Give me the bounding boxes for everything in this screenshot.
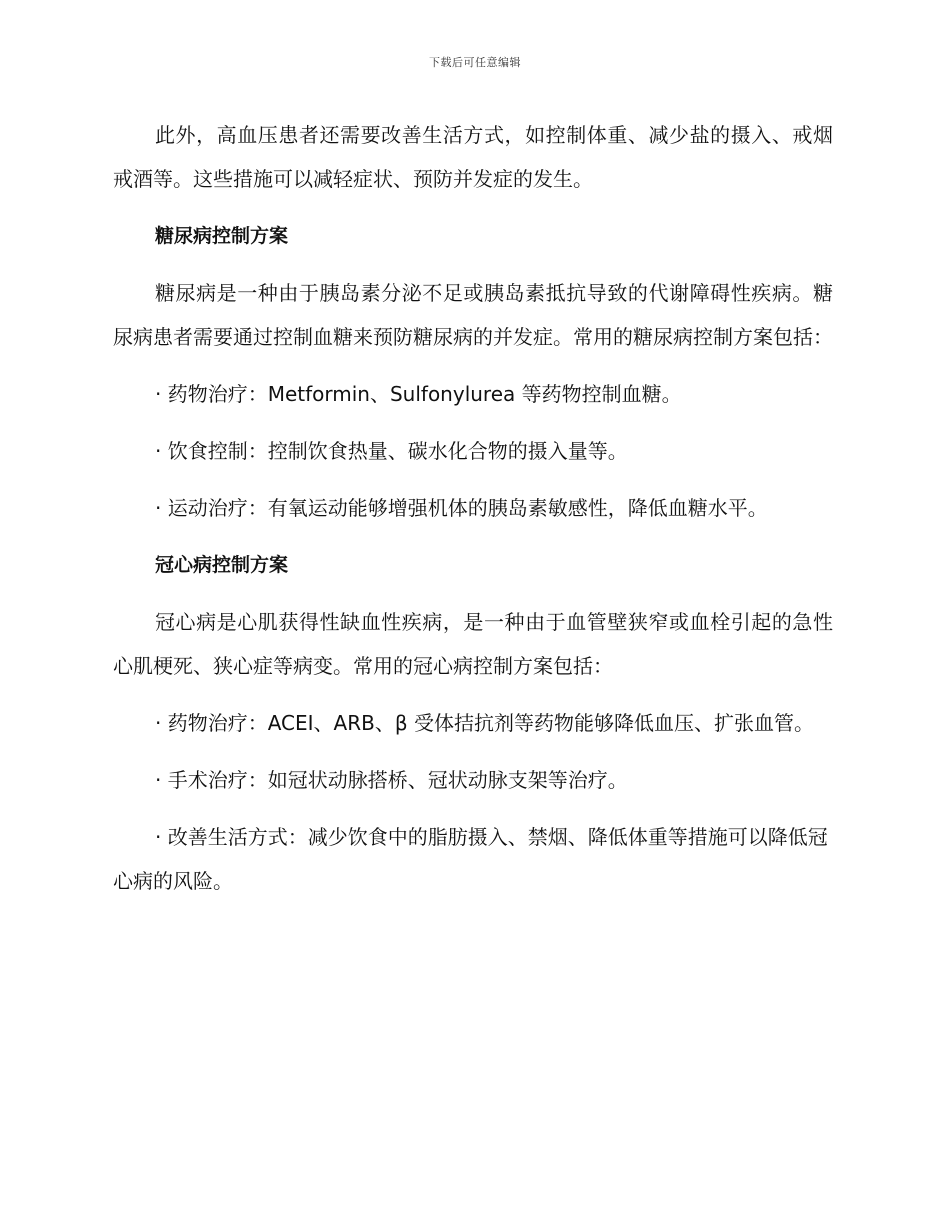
page-header: 下载后可任意编辑 [429,56,521,69]
intro-paragraph: 此外，高血压患者还需要改善生活方式，如控制体重、减少盐的摄入、戒烟戒酒等。这些措施可以减轻症状、预防并发症的发生。 [113,123,833,191]
diabetes-paragraph: 糖尿病是一种由于胰岛素分泌不足或胰岛素抵抗导致的代谢障碍性疾病。糖尿病患者需要通过控制血糖来预防糖尿病的并发症。常用的糖尿病控制方案包括： [113,281,833,349]
chd-heading: 冠心病控制方案 [155,554,289,576]
diabetes-heading: 糖尿病控制方案 [155,225,289,247]
diabetes-list-item: · 运动治疗：有氧运动能够增强机体的胰岛素敏感性，降低血糖水平。 [155,496,768,520]
chd-list-item: · 药物治疗：ACEI、ARB、β 受体拮抗剂等药物能够降低血压、扩张血管。 [155,711,814,735]
diabetes-list-item: · 药物治疗：Metformin、Sulfonylurea 等药物控制血糖。 [155,382,682,406]
chd-paragraph: 冠心病是心肌获得性缺血性疾病，是一种由于血管壁狭窄或血栓引起的急性心肌梗死、狭心症等病变。常用的冠心病控制方案包括： [113,610,833,678]
chd-list-item: · 改善生活方式：减少饮食中的脂肪摄入、禁烟、降低体重等措施可以降低冠心病的风险。 [113,825,828,893]
document-body [113,113,833,916]
chd-list-item: · 手术治疗：如冠状动脉搭桥、冠状动脉支架等治疗。 [155,768,628,792]
diabetes-list-item: · 饮食控制：控制饮食热量、碳水化合物的摄入量等。 [155,439,628,463]
